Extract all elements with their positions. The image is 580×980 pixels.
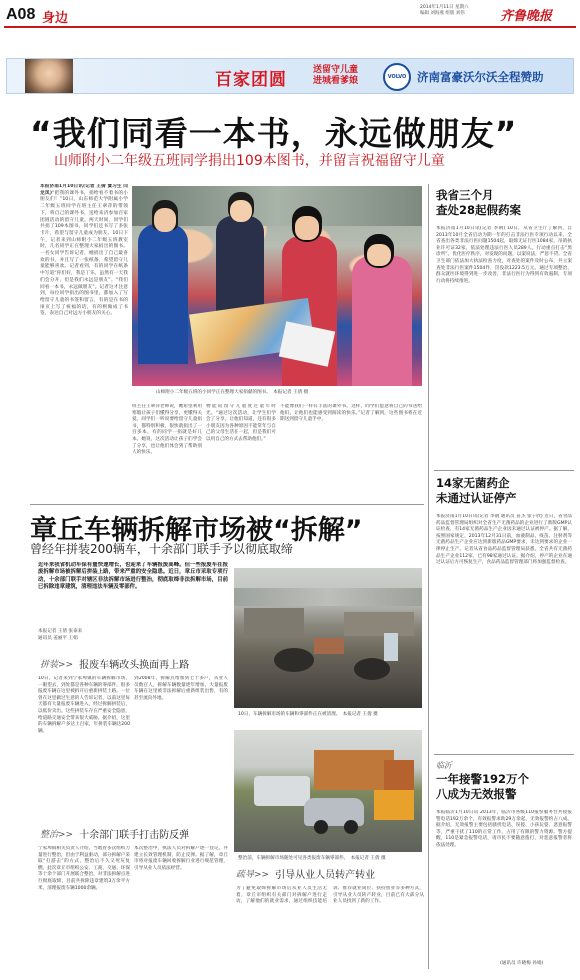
story2-sec2-heading: 整治>> 十余部门联手打击防反弹 bbox=[40, 830, 190, 841]
story2-sec3-heading: 疏导>> 引导从业人员转产转业 bbox=[236, 870, 376, 881]
story2-photo2 bbox=[234, 730, 422, 852]
story1-col1: 本报济南1月10日讯(记者 王倩 實习生 闫龙凤)“把我的课外书，捐给看不着书的小朋友们！”10日，山东师范大学附属小学二年级五班同学在班主任王翠萍的带领下，将自己的课外书，送给来济参加百家团圆活动的留守儿童。两天时间，同学们共捐了109本图书，同学们还书写了多张卡片，希望与留守儿童成为朋友。10日下午，记者来到山师附小二年级五班教室时，几名同学正在整理大家捐出的图书。一名女同学告诉记者，她捐出了自己最喜欢的书，并且写了一张纸条，希望留守儿童能够喜欢。记者看到，有的同学在纸条中写道“你们好，我是丁乐，虽然有一天我们会分开，但是我们永远是朋友”。“我们同看一本书，永远做朋友”。记者这才注意到，每位同学捐出的图书里，都加入了写给留守儿童的书签和留言，有的是在书的扉页上写了祝福的话，有的则做成了书签，表达自己对远方小朋友的关心。 bbox=[40, 184, 128, 317]
side3-credit: (通讯员 许晓梅 孙娟) bbox=[500, 961, 544, 966]
side1-body: 本报济南1月10日讯(记者 李钢) 10日，从省卫生厅了解到，自2013年10月全省启动为期一年的打击非法行医专项行动以来，全省查出各类非法行医问题1504起，取缔无证行医1084家，吊销执业许可证32家，依法处理违法行医人员289人。行动重点打击“黑诊所”，优化医疗秩序，对发现的问题，以案说法，严惩不贷。全省卫生部门依法加大执法检查力度，对查处的案件及时公布，共立案查处非法行医案件1504件，罚没款1223.5万元。通过专项整治，群众就医环境得到进一步改善，非法行医行为得到有效遏制，专项行动将持续推进。 bbox=[436, 226, 572, 284]
banner-sponsor: 济南富豪沃尔沃全程赞助 bbox=[417, 70, 544, 84]
story2-sec1-col1: 10日，记者来到宁家埠镇的车辆拆解市场，一眼望去，到处都是各种车辆的零部件，很多报废车辆在这里被拆开后重新拼装上路。一位曾在这里做过生意的人告诉记者，以前这里每天都有大量报废车辆进入，经过拆解拼装后，以低价卖出。这些拼装车存在严重安全隐患，给道路交通安全带来很大威胁。据介绍，这里的车辆拆解户多达上百家，年拼装车辆达200辆。 bbox=[38, 676, 130, 734]
story2-photo1-caption: 10日，车辆拆解市场的车辆和零部件正在被清理。 本报记者 王倩 摄 bbox=[238, 712, 378, 717]
story2-photo1 bbox=[234, 568, 422, 708]
side-divider-1 bbox=[434, 470, 574, 471]
column-divider bbox=[428, 184, 429, 969]
side3-tag: 临沂 bbox=[436, 761, 452, 770]
story2-top-rule bbox=[30, 504, 424, 505]
banner-brand: 百家团圆 bbox=[215, 70, 287, 90]
story2-sec2-col1: 宁家埠镇相关负责人介绍，当地曾多次组织力量进行整治，但由于利益驱动，部分拆解户采取“打游击”的方式，整治后不久又死灰复燃。此次章丘市组织公安、工商、交通、环保等十余个部门开展联合整治，对非法拆解点进行彻底取缔，目前共拆除违章建筑3万余平方米，清理报废车辆1000余辆。 bbox=[38, 846, 130, 891]
side2-body: 本报济南1月10日讯(记者 李钢 通讯员 苗杰 张子欣) 近日，省食品药品监督管理局组织对全省生产无菌药品的企业进行了新版GMP认证检查，有14家无菌药品生产企业因未通过认证被停产。据了解，按照国家规定，2013年12月31日前，血液制品、疫苗、注射剂等无菌药品生产企业应达到新版药品GMP要求，未达到要求的企业一律停止生产。记者从省食品药品监督管理局获悉，全省共有无菌药品生产企业112家，已有98家通过认证。据介绍，停产的企业在通过认证后方可恢复生产，食品药品监督管理部门将加强监督检查。 bbox=[436, 514, 572, 566]
story2-photo2-caption: 整治前，车辆拆解市场随处可见各类报废车辆零部件。 本报记者 王倩 摄 bbox=[238, 856, 386, 861]
story1-photo bbox=[132, 186, 422, 386]
banner-slogan: 送留守儿童 进城看爹娘 bbox=[313, 65, 359, 86]
story1-headline: “我们同看一本书，永远做朋友” bbox=[30, 114, 518, 153]
story2-lede: 近年来我省机动车保有量快速增长，也迎来了车辆报废高峰。但一些报废车在报废拆解市场被拆解后拼装上路，带来严重的安全隐患。近日，章丘市采取专项行动，十余部门联手对辖区非法拆解市场进行整治，彻底取缔非法拆解市场，目前已拆除违章建筑，清理违法车辆及零部件。 bbox=[38, 562, 228, 591]
story1-photo-caption: 山师附小二年级五班的小同学正在整理大家捐献的图书。 本报记者 王倩 摄 bbox=[156, 390, 309, 395]
story2-sec1-col2: 到2008年，拆解点增加到七十多户，从业人员数百人，拆解车辆数量逐年增加，大量报废车辆在这里被非法拆解后重新组装出售，有的甚至流向外地。 bbox=[134, 676, 228, 701]
page-number: A08 bbox=[6, 6, 36, 23]
story1-subtitle: 山师附小二年级五班同学捐出109本图书，并留言祝福留守儿童 bbox=[54, 153, 445, 169]
header-meta: 2014年1月11日 星期六 编辑 刘海燕 组版 刘伟 bbox=[420, 5, 469, 16]
story1-col3: 物能陪留守儿童度过童年时光。“通过这次活动，让学生们学会了分享，让他们知道，还有很多小朋友因为各种原因不能常年与自己的父母生活在一起，但是我们可以用自己的方式去帮助他们。” bbox=[206, 404, 276, 442]
story2-subtitle: 曾经年拼装200辆车，十余部门联手予以彻底取缔 bbox=[30, 542, 293, 556]
newspaper-logo: 齐鲁晚报 bbox=[500, 9, 553, 24]
side2-headline: 14家无菌药企 未通过认证停产 bbox=[436, 476, 517, 505]
side3-body: 本报临沂1月10日讯 2013年，临沂市各级110报警服务台共接报警电话192万余个，有效报警求助29万余起，无效报警约占八成。据介绍，无效报警主要包括骚扰电话、误拨、小孩玩耍、恶意报警等，严重干扰了110的正常工作，占用了有限的警力资源。警方提醒，110是紧急报警电话，请市民不要随意拨打，对恶意报警者将依法处理。 bbox=[436, 810, 572, 848]
side3-headline: 一年接警192万个 八成为无效报警 bbox=[436, 772, 530, 801]
header-rule bbox=[4, 26, 576, 28]
story2-headline: 章丘车辆拆解市场被“拆解” bbox=[30, 515, 363, 546]
story2-byline: 本报记者 王倩 张泰来 通讯员 姜丽平 王娟 bbox=[38, 629, 83, 641]
story2-sec2-col2: 本次整治中，执法人员对拆解户逐一登记，并建立长效管理机制，防止反弹。据了解，章丘市将对报废车辆回收拆解行业进行规范管理，引导从业人员依法经营。 bbox=[134, 846, 228, 871]
story2-sec3-body: 为了避免取缔拆解市场后从业人员生活无着，章丘市组织有关部门对拆解户进行走访，了解他们的就业需求，通过组织技能培训、推荐就业岗位、扶持创业等多种方式，引导从业人员转产转业，目前已有大部分从业人员找到了新的工作。 bbox=[236, 886, 424, 905]
side-divider-2 bbox=[434, 754, 574, 755]
story1-col4: 不能像我们一样有丰富的课外书。这样，同学们愿意将自己的书送给他们，让他们也能感受到阅读的快乐。”记者了解到，这些图书将在近期送到留守儿童手中。 bbox=[280, 404, 422, 423]
promo-banner bbox=[6, 58, 574, 94]
section-name: 身边 bbox=[42, 11, 69, 26]
child-photo bbox=[25, 59, 73, 94]
story2-sec1-heading: 拼装>> 报废车辆改头换面再上路 bbox=[40, 660, 190, 671]
volvo-logo-icon: VOLVO bbox=[383, 63, 411, 91]
story1-col2: 班主任王翠萍老师说，她希望利用寒假让孩子们懂得分享，更懂得关爱。同学们一听说要给留守儿童捐书，都特别积极，很快就捐出了一百多本，有的同学一捐就是好几本。她说，这次活动让孩子们学会了分享，也让他们体会到了帮助别人的快乐。 bbox=[132, 404, 202, 456]
side1-headline: 我省三个月 查处28起假药案 bbox=[436, 188, 522, 217]
